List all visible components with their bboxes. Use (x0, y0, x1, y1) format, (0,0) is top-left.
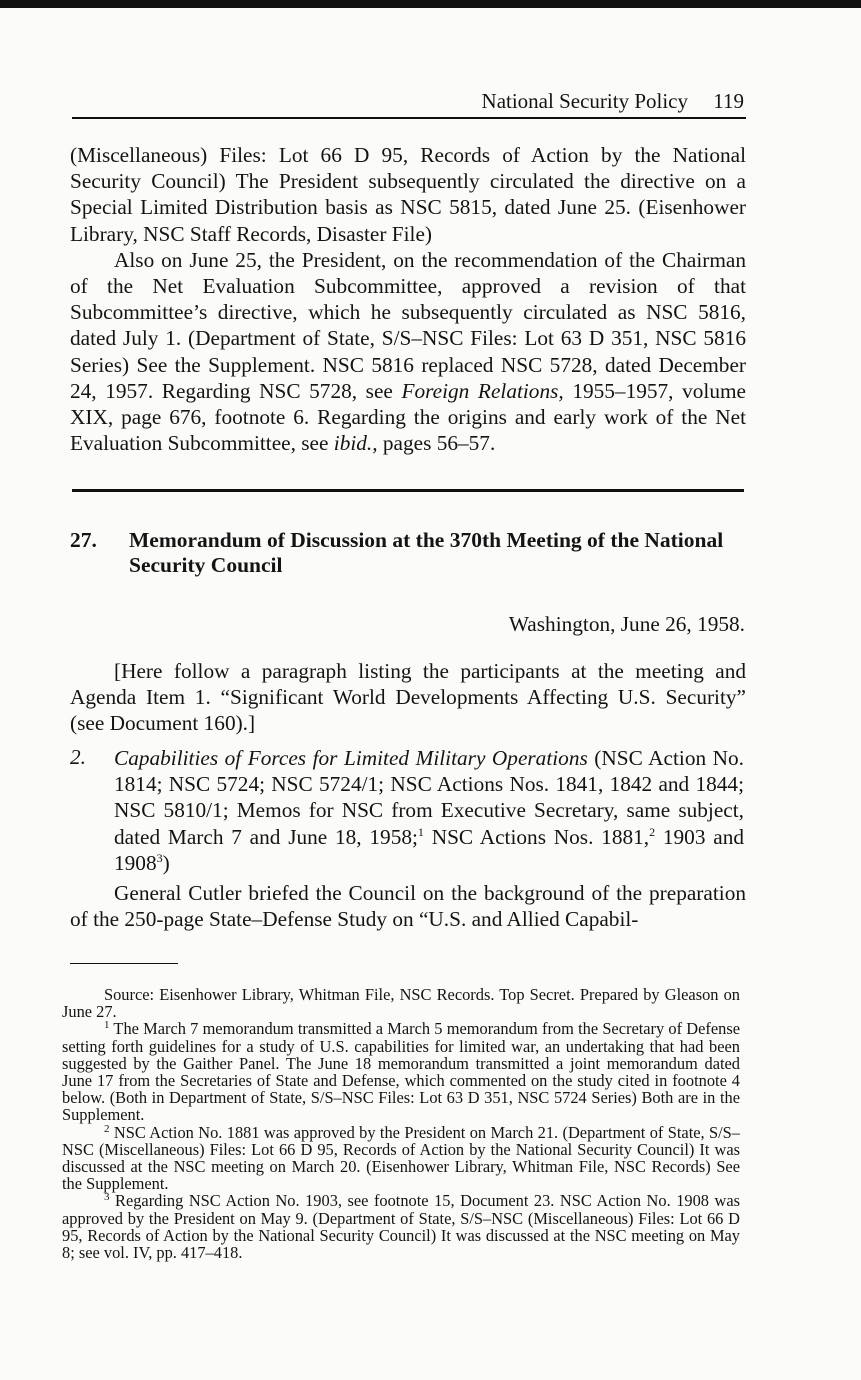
footnote-3-text: Regarding NSC Action No. 1903, see footnote 15, Document 23. NSC Action No. 1908 was approved by the President on May 9. (Department of State, S/S–NSC (Miscellaneous) Files: Lot 66 D 95, Records of Action by the National Security Council) It was discussed at the NSC meeting on May 8; see vol. IV, pp. 417–418. (62, 1191, 740, 1263)
section-divider (72, 489, 744, 492)
continuation-text (70, 142, 746, 456)
para-text: Also on June 25, the President, on the recommendation of the Chairman of the Net Evaluation Subcommittee, approved a revision of that Subcommittee’s directive, which he subsequently circulated as NSC 5816, dated July 1. (Department of State, S/S–NSC Files: Lot 63 D 351, NSC 5816 Series) See the Supplement. NSC 5816 replaced NSC 5728, dated December 24, 1957. Regarding NSC 5728, see (70, 247, 746, 403)
continuation-paragraph: (Miscellaneous) Files: Lot 66 D 95, Records of Action by the National Security Council) The President subsequently circulated the directive on a Special Limited Distribution basis as NSC 5815, dated June 25. (Eisenhower Library, NSC Staff Records, Disaster File) (70, 143, 746, 246)
para-text: pages 56–57. (377, 431, 496, 456)
agenda-item-2 (114, 745, 744, 876)
footnote-2-text: NSC Action No. 1881 was approved by the President on March 21. (Department of State, S/S–NSC (Miscellaneous) Files: Lot 66 D 95, Records of Action by the National Security Council) It was discussed at the NSC meeting on March 20. (Eisenhower Library, Whitman File, NSC Records) See the Supplement. (62, 1122, 740, 1194)
net-evaluation-paragraph (70, 247, 746, 457)
scan-top-edge (0, 0, 861, 8)
document-number: 27. (70, 528, 97, 552)
source-note: Source: Eisenhower Library, Whitman File, NSC Records. Top Secret. Prepared by Gleason on June 27. (62, 985, 740, 1022)
editorial-note: [Here follow a paragraph listing the participants at the meeting and Agenda Item 1. “Significant World Developments Affecting U.S. Security” (see Document 160).] (70, 659, 746, 736)
footnote-2 (62, 1124, 740, 1193)
footnote-1 (62, 1020, 740, 1123)
page-number: 119 (713, 89, 744, 113)
agenda-item-title: Capabilities of Forces for Limited Military Operations (114, 746, 588, 770)
para-text: 1955–1957, volume XIX, page 676, footnote 6. Regarding the origins and early work of the Net Evaluation Subcommittee, see (70, 378, 746, 456)
document-title: Memorandum of Discussion at the 370th Meeting of the National Security Council (129, 528, 724, 577)
footnote-1-text: The March 7 memorandum transmitted a March 5 memorandum from the Secretary of Defense setting forth guidelines for a study of U.S. capabilities for limited war, an undertaking that had been suggested by the Gaither Panel. The June 18 memorandum transmitted a joint memorandum dated June 17 from the Secretaries of State and Defense, which commented on the study cited in footnote 4 below. (Both in Department of State, S/S–NSC Files: Lot 63 D 351, NSC 5724 Series) Both are in the Supplement. (62, 1019, 740, 1125)
footnote-3-marker: 3 (104, 1191, 110, 1204)
foreign-relations-citation: Foreign Relations, (401, 378, 564, 403)
document-heading (70, 528, 746, 578)
discussion-block (70, 880, 746, 932)
footnote-2-marker: 2 (104, 1122, 110, 1135)
agenda-text: ) (162, 850, 170, 875)
ibid-citation: ibid., (333, 431, 378, 456)
footnote-1-marker: 1 (104, 1019, 110, 1032)
footnotes (62, 986, 740, 1261)
agenda-text: NSC Actions Nos. 1881, (423, 824, 650, 849)
discussion-paragraph: General Cutler briefed the Council on the background of the preparation of the 250-page State–Defense Study on “U.S. and Allied Capabil- (70, 881, 746, 932)
agenda-text: (NSC Action No. 1814; NSC 5724; NSC 5724/1; NSC Actions Nos. 1841, 1842 and 1844; NSC 5810/1; Memos for NSC from Executive Secretary, same subject, dated March 7 and June 18, 1958; (114, 746, 745, 849)
editorial-note-block (70, 658, 746, 737)
footnote-ref-2[interactable]: 2 (649, 824, 656, 839)
footnote-3 (62, 1192, 740, 1261)
agenda-item-number: 2. (70, 745, 86, 769)
footnote-ref-3[interactable]: 3 (156, 850, 163, 865)
footnote-divider (70, 963, 178, 964)
running-header-title: National Security Policy (481, 89, 688, 113)
footnote-ref-1[interactable]: 1 (417, 824, 424, 839)
dateline: Washington, June 26, 1958. (508, 612, 745, 636)
agenda-text: 1903 and 1908 (114, 824, 744, 875)
running-header (72, 87, 746, 119)
